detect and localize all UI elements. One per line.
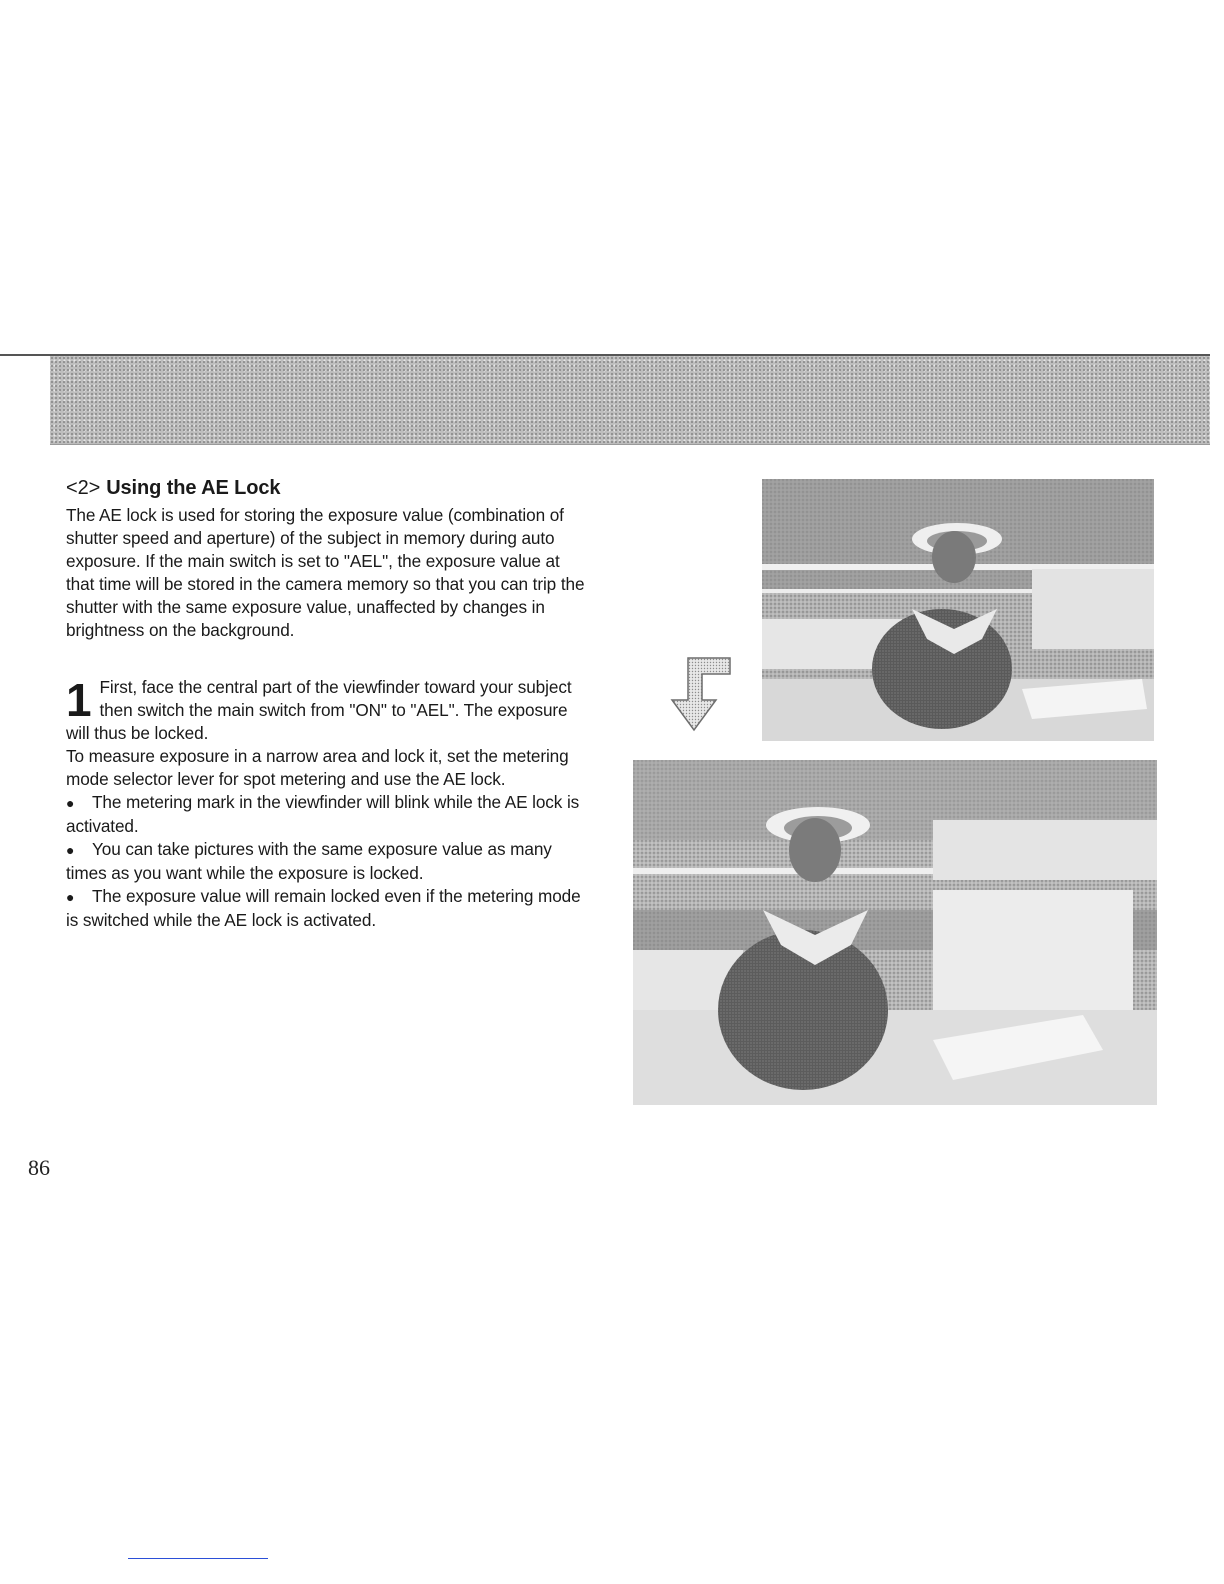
bullet-item (66, 838, 586, 885)
intro-paragraph: The AE lock is used for storing the exposure value (combination of shutter speed and aperture) of the subject in memory during auto exposure. If the main switch is set to "AEL", the exposure value at that time will be stored in the camera memory so that you can trip the shutter with the same exposure value, unaffected by changes in brightness on the background. (66, 505, 585, 640)
bullet-text: You can take pictures with the same exposure value as many times as you want while the exposure is locked. (66, 839, 552, 883)
step-number: 1 (66, 674, 92, 726)
photo-closeup-illustration (762, 479, 1154, 741)
section-number: <2> (66, 477, 101, 499)
bullet-dot-icon: ● (66, 889, 75, 905)
section-title: Using the AE Lock (106, 477, 281, 499)
section-heading (66, 474, 586, 502)
bullet-text: The metering mark in the viewfinder will blink while the AE lock is activated. (66, 792, 580, 836)
bullet-item (66, 885, 586, 932)
bullet-dot-icon: ● (66, 795, 75, 811)
down-right-arrow-icon (664, 652, 736, 734)
step-note: To measure exposure in a narrow area and lock it, set the metering mode selector lever for spot metering and use the AE lock. (66, 746, 569, 789)
photo-recomposed (633, 760, 1157, 1105)
header-band (50, 356, 1210, 445)
photo-subject-closeup (762, 479, 1154, 741)
bullet-item (66, 791, 586, 838)
step-text: First, face the central part of the viewfinder toward your subject then switch the main switch from "ON" to "AEL". The exposure will thus be locked. (66, 677, 572, 743)
bullet-dot-icon: ● (66, 842, 75, 858)
bottom-link-rule (128, 1558, 268, 1559)
photo-recomposed-illustration (633, 760, 1157, 1105)
main-text-column (66, 474, 586, 932)
bullet-text: The exposure value will remain locked even if the metering mode is switched while the AE lock is activated. (66, 886, 581, 930)
page-number: 86 (28, 1155, 50, 1180)
step-1 (66, 676, 586, 745)
